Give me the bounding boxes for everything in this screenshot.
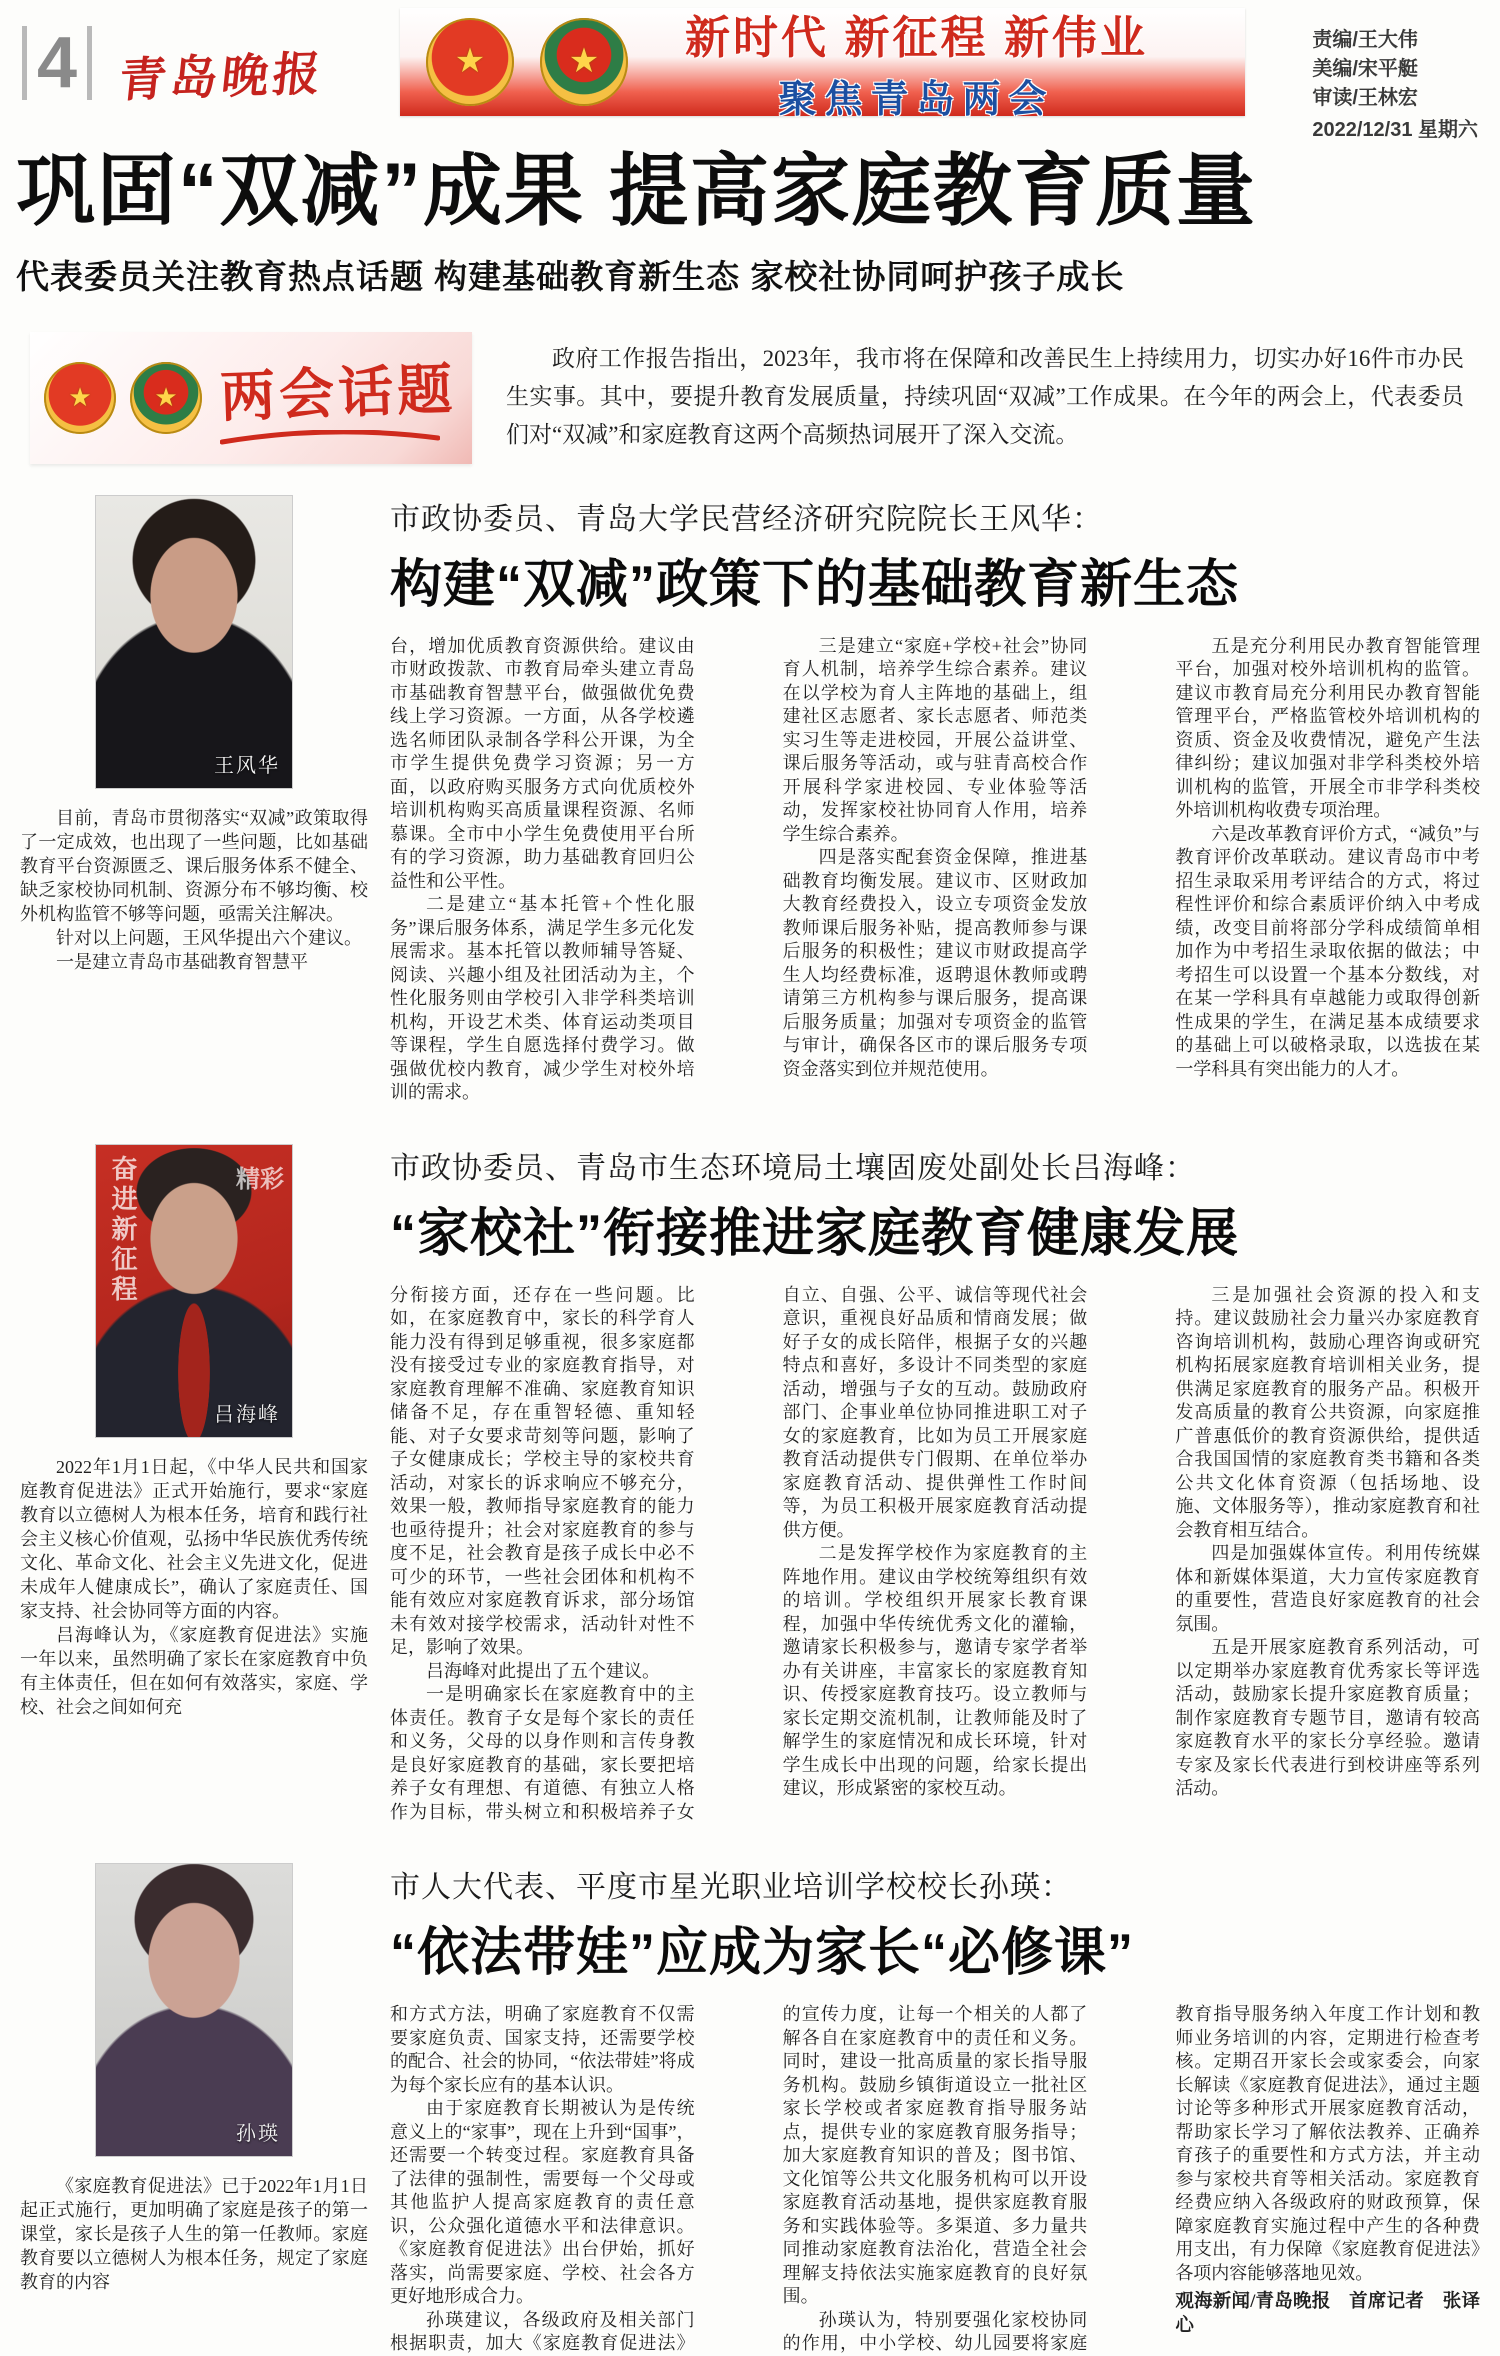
- cppcc-emblem-icon: [130, 362, 202, 434]
- paragraph: 吕海峰对此提出了五个建议。: [426, 1660, 660, 1681]
- paragraph: 《家庭教育促进法》已于2022年1月1日起正式施行，更加明确了家庭是孩子的第一课堂，家长是孩子人生的第一任教师。家庭教育要以立德树人为根本任务，规定了家庭教育的内容: [20, 2176, 368, 2293]
- photo-backdrop-text: 精彩: [236, 1166, 284, 1193]
- paragraph: 孙瑛建议，各级政府及相关部门根据职责，加大《家庭教育促进法》的宣传力度，让每一个相关的人都了解各自在家庭教育中的责任和义务。同时，建设一批高质量的家长指导服务机构。鼓励乡镇街道设立一批社区家长学校或者家庭教育指导服务站点，提供专业的家庭教育服务指导；加大家庭教育知识的普及；图书馆、文化馆等公共文化服务机构可以开设家庭教育活动基地，提供家庭教育服务和实践体验等。多渠道、多力量共同推动家庭教育法治化，营造全社会理解支持依法实施家庭教育的良好氛围。: [390, 2004, 1088, 2354]
- paragraph: 吕海峰认为，《家庭教育促进法》实施一年以来，虽然明确了家长在家庭教育中负有主体责任，但在如何有效落实，家庭、学校、社会之间如何充: [20, 1624, 368, 1717]
- article-left-column: [20, 1858, 368, 2356]
- main-subhead: 代表委员关注教育热点话题 构建基础教育新生态 家校社协同呵护孩子成长: [16, 257, 1125, 295]
- credit-line: 责编/王大伟: [1312, 29, 1418, 51]
- paragraph: 六是改革教育评价方式，“减负”与教育评价改革联动。建议青岛市中考招生录取采用考评结合的方式，将过程性评价和综合素质评价纳入中考成绩，改变目前将部分学科成绩简单相加作为中考招生录取依据的做法；中考招生可以设置一个基本分数线，对在某一学科具有卓越能力或取得创新性成果的学生，在满足基本成绩要求的基础上可以破格录取，以选拔在某一学科具有突出能力的人才。: [1175, 823, 1480, 1079]
- star-icon: ★: [68, 382, 92, 412]
- article-left-text: [20, 2174, 368, 2294]
- article-left-column: [20, 490, 368, 1105]
- article-left-text: [20, 806, 368, 974]
- article-headline: “依法带娃”应成为家长“必修课”: [390, 1924, 1135, 1983]
- publication-date: 2022/12/31 星期六: [1312, 119, 1478, 141]
- article-kicker: 市人大代表、平度市星光职业培训学校校长孙瑛：: [390, 1871, 1072, 1905]
- paragraph: 针对以上问题，王风华提出六个建议。: [56, 927, 362, 948]
- article-kicker: 市政协委员、青岛大学民营经济研究院院长王风华：: [390, 502, 1103, 536]
- star-icon: ★: [568, 43, 600, 80]
- paragraph: 一是明确家长在家庭教育中的主体责任。教育子女是每个家长的责任和义务，父母的以身作则和言传身教是良好家庭教育的基础，家长要把培养子女有理想、有道德、有独立人格作为目标，带头树立和积极培养子女自立、自强、公平、诚信等现代社会意识，重视良好品质和情商发展；做好子女的成长陪伴，根据子女的兴趣特点和喜好，多设计不同类型的家庭活动，增强与子女的互动。鼓励政府部门、企事业单位协同推进职工对子女的家庭教育，比如为员工开展家庭教育活动提供专门假期、在单位举办家庭教育活动、提供弹性工作时间等，为员工积极开展家庭教育活动提供方便。: [390, 1284, 1088, 1822]
- main-headline: 巩固“双减”成果 提高家庭教育质量: [16, 146, 1257, 235]
- topic-intro: [472, 332, 1470, 454]
- article-kicker: 市政协委员、青岛市生态环境局土壤固废处副处长吕海峰：: [390, 1151, 1196, 1185]
- photo-caption: 吕海峰: [214, 1403, 280, 1426]
- portrait-photo-wangfenghua: [96, 496, 292, 788]
- banner-topic: 聚焦青岛两会: [778, 79, 1055, 121]
- article-body-area: [390, 1858, 1480, 2356]
- topic-title-wrap: [220, 349, 456, 446]
- paragraph: 二是建立“基本托管+个性化服务”课后服务体系，满足学生多元化发展需求。基本托管以教师辅导答疑、阅读、兴趣小组及社团活动为主，个性化服务则由学校引入非学科类培训机构，开设艺术类、体育运动类项目等课程，学生自愿选择付费学习。做强做优校内教育，减少学生对校外培训的需求。: [390, 894, 695, 1103]
- article-body-columns: [390, 1284, 1480, 1825]
- article-body-area: [390, 1139, 1480, 1825]
- paragraph: 分衔接方面，还存在一些问题。比如，在家庭教育中，家长的科学育人能力没有得到足够重视，很多家庭都没有接受过专业的家庭教育指导，对家庭教育理解不准确、家庭教育知识储备不足，存在重智轻德、重知轻能、对子女要求苛刻等问题，影响了子女健康成长；学校主导的家校共育活动，对家长的诉求响应不够充分，效果一般，教师指导家庭教育的能力也亟待提升；社会对家庭教育的参与度不足，社会教育是孩子成长中必不可少的环节，一些社会团体和机构不能有效应对家庭教育诉求，部分场馆未有效对接学校需求，活动针对性不足，影响了效果。: [390, 1284, 695, 1658]
- photo-backdrop-text: 奋进新征程: [108, 1154, 137, 1305]
- paragraph: 孙瑛认为，特别要强化家校协同的作用，中小学校、幼儿园要将家庭教育指导服务纳入年度工作计划和教师业务培训的内容，定期进行检查考核。定期召开家长会或家委会，向家长解读《家庭教育促进法》，通过主题讨论等多种形式开展家庭教育活动，帮助家长学习了解依法教养、正确养育孩子的重要性和方式方法，并主动参与家校共育等相关活动。家庭教育经费应纳入各级政府的财政预算，保障家庭教育实施过程中产生的各种费用支出，有力保障《家庭教育促进法》各项内容能够落地见效。: [782, 2004, 1480, 2354]
- paragraph: 二是发挥学校作为家庭教育的主阵地作用。建议由学校统筹组织有效的培训。学校组织开展家长教育课程，加强中华传统优秀文化的灌输，邀请家长积极参与，邀请专家学者举办有关讲座，丰富家长的家庭教育知识、传授家庭教育技巧。设立教师与家长定期交流机制，让教师能及时了解学生的家庭情况和成长环境，针对学生成长中出现的问题，给家长提出建议，形成紧密的家校互动。: [782, 1543, 1088, 1799]
- national-emblem-icon: [426, 18, 514, 106]
- byline: 观海新闻/青岛晚报 首席记者 张译心: [1175, 2292, 1480, 2336]
- two-sessions-banner: [400, 8, 1245, 121]
- paragraph: 目前，青岛市贯彻落实“双减”政策取得了一定成效，也出现了一些问题，比如基础教育平台资源匮乏、课后服务体系不健全、缺乏家校协同机制、资源分布不够均衡、校外机构监管不够等问题，亟需关注解决。: [20, 807, 368, 924]
- paragraph: 五是开展家庭教育系列活动，可以定期举办家庭教育优秀家长等评选活动，鼓励家长提升家庭教育质量；制作家庭教育专题节目，邀请有较高家庭教育水平的家长分享经验。邀请专家及家长代表进行到校讲座等系列活动。: [1175, 1637, 1480, 1799]
- credit-line: 审读/王林宏: [1312, 87, 1418, 109]
- portrait-photo-sunying: [96, 1864, 292, 2156]
- paragraph: 由于家庭教育长期被认为是传统意义上的“家事”，现在上升到“国事”，还需要一个转变过程。家庭教育具备了法律的强制性，需要每一个父母或其他监护人提高家庭教育的责任意识，公众强化道德水平和法律意识。《家庭教育促进法》出台伊始，抓好落实，尚需要家庭、学校、社会各方更好地形成合力。: [390, 2098, 695, 2307]
- article-headline: 构建“双减”政策下的基础教育新生态: [390, 555, 1240, 614]
- article-headline: “家校社”衔接推进家庭教育健康发展: [390, 1204, 1240, 1263]
- article-left-column: [20, 1139, 368, 1825]
- article-body-columns: [390, 2003, 1480, 2356]
- swoosh-underline-icon: [220, 430, 440, 446]
- paragraph: 一是建立青岛市基础教育智慧平: [56, 951, 308, 972]
- masthead-logo: 青岛晚报: [116, 48, 327, 108]
- divider: [87, 26, 92, 100]
- paragraph: 和方式方法，明确了家庭教育不仅需要家庭负责、国家支持，还需要学校的配合、社会的协同，“依法带娃”将成为每个家长应有的基本认识。: [390, 2004, 695, 2095]
- photo-caption: 王风华: [214, 754, 280, 777]
- paragraph: 四是落实配套资金保障，推进基础教育均衡发展。建议市、区财政加大教育经费投入，设立专项资金发放教师课后服务补贴，提高教师参与课后服务的积极性；建议市财政提高学生人均经费标准，返聘退休教师或聘请第三方机构参与课后服务，提高课后服务质量；加强对专项资金的监管与审计，确保各区市的课后服务专项资金落实到位并规范使用。: [782, 847, 1088, 1079]
- article-sunying: [0, 1858, 1500, 2356]
- divider: [22, 26, 27, 100]
- article-left-text: [20, 1455, 368, 1719]
- lead-block: [0, 122, 1500, 298]
- article-body-columns: [390, 635, 1480, 1105]
- topic-title: 两会话题: [219, 358, 458, 429]
- paragraph: 2022年1月1日起，《中华人民共和国家庭教育促进法》正式开始施行，要求“家庭教育以立德树人为根本任务，培育和践行社会主义核心价值观，弘扬中华民族优秀传统文化、革命文化、社会主义先进文化，促进未成年人健康成长”，确认了家庭责任、国家支持、社会协同等方面的内容。: [20, 1456, 368, 1621]
- article-wangfenghua: [0, 490, 1500, 1105]
- portrait-photo-lvhaifeng: [96, 1145, 292, 1437]
- photo-caption: 孙瑛: [236, 2123, 280, 2146]
- banner-slogan: 新时代 新征程 新伟业: [684, 12, 1148, 63]
- page-number: [22, 23, 92, 103]
- national-emblem-icon: [44, 362, 116, 434]
- credit-line: 美编/宋平艇: [1312, 58, 1418, 80]
- topic-badge: [30, 332, 472, 464]
- page-number-value: 4: [37, 23, 78, 103]
- editor-credits: [1312, 26, 1478, 145]
- topic-intro-text: 政府工作报告指出，2023年，我市将在保障和改善民生上持续用力，切实办好16件市办民生实事。其中，要提升教育发展质量，持续巩固“双减”工作成果。在今年的两会上，代表委员们对“双减”和家庭教育这两个高频热词展开了深入交流。: [506, 345, 1464, 447]
- paragraph: 三是建立“家庭+学校+社会”协同育人机制，培养学生综合素养。建议在以学校为育人主阵地的基础上，组建社区志愿者、家长志愿者、师范类实习生等走进校园，开展公益讲堂、课后服务等活动，或与驻青高校合作开展科学家进校园、专业体验等活动，发挥家校社协同育人作用，培养学生综合素养。: [782, 635, 1088, 844]
- paragraph: 三是加强社会资源的投入和支持。建议鼓励社会力量兴办家庭教育咨询培训机构，鼓励心理咨询或研究机构拓展家庭教育培训相关业务，提供满足家庭教育的服务产品。积极开发高质量的教育公共资源，向家庭推广普惠低价的教育资源供给，提供适合我国国情的家庭教育类书籍和各类公共文化体育资源（包括场地、设施、文体服务等），推动家庭教育和社会教育相互结合。: [1175, 1284, 1480, 1540]
- paragraph: 五是充分利用民办教育智能管理平台，加强对校外培训机构的监管。建议市教育局充分利用民办教育智能管理平台，严格监管校外培训机构的资质、资金及收费情况，避免产生法律纠纷；建议加强对非学科类校外培训机构的监管，开展全市非学科类校外培训机构收费专项治理。: [1175, 635, 1480, 821]
- star-icon: ★: [454, 43, 486, 80]
- paragraph: 台，增加优质教育资源供给。建议由市财政拨款、市教育局牵头建立青岛市基础教育智慧平台，做强做优免费线上学习资源。一方面，从各学校遴选名师团队录制各学科公开课，为全市学生提供免费学习资源；另一方面，以政府购买服务方式向优质校外培训机构购买高质量课程资源、名师慕课。全市中小学生免费使用平台所有的学习资源，助力基础教育回归公益性和公平性。: [390, 635, 695, 891]
- page-header: [0, 0, 1500, 141]
- article-lvhaifeng: [0, 1139, 1500, 1825]
- paragraph: 四是加强媒体宣传。利用传统媒体和新媒体渠道，大力宣传家庭教育的重要性，营造良好家庭教育的社会氛围。: [1175, 1543, 1480, 1634]
- banner-text: [628, 1, 1245, 123]
- star-icon: ★: [154, 382, 178, 412]
- cppcc-emblem-icon: [540, 18, 628, 106]
- article-body-area: [390, 490, 1480, 1105]
- topic-strip: [30, 332, 1470, 464]
